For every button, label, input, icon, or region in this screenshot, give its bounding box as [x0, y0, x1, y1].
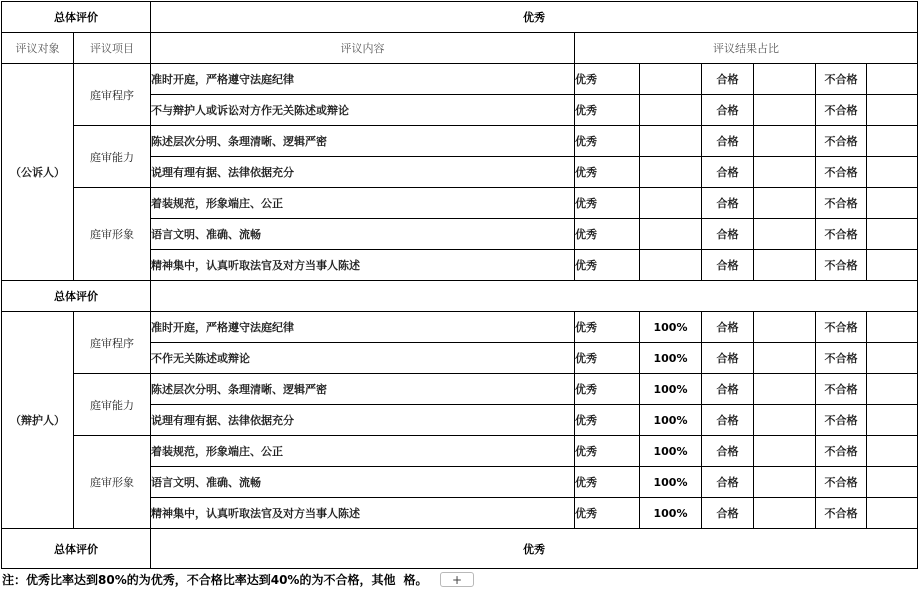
criterion: 说理有理有据、法律依据充分	[151, 157, 575, 188]
pass-ratio[interactable]	[754, 219, 816, 250]
footnote-suffix: 格。	[403, 573, 428, 587]
grade-pass: 合格	[702, 219, 754, 250]
pass-ratio[interactable]	[754, 498, 816, 529]
excellent-ratio[interactable]	[640, 188, 702, 219]
fail-ratio[interactable]	[867, 250, 918, 281]
fail-ratio[interactable]	[867, 436, 918, 467]
grade-fail: 不合格	[816, 374, 867, 405]
excellent-ratio[interactable]	[640, 95, 702, 126]
pass-ratio[interactable]	[754, 343, 816, 374]
category-procedure: 庭审程序	[74, 312, 151, 374]
grade-fail: 不合格	[816, 250, 867, 281]
grade-pass: 合格	[702, 467, 754, 498]
grade-pass: 合格	[702, 436, 754, 467]
grade-pass: 合格	[702, 95, 754, 126]
grade-fail: 不合格	[816, 312, 867, 343]
grade-fail: 不合格	[816, 126, 867, 157]
grade-fail: 不合格	[816, 95, 867, 126]
overall-label: 总体评价	[2, 281, 151, 312]
grade-pass: 合格	[702, 188, 754, 219]
excellent-ratio[interactable]: 100%	[640, 436, 702, 467]
pass-ratio[interactable]	[754, 436, 816, 467]
pass-ratio[interactable]	[754, 126, 816, 157]
fail-ratio[interactable]	[867, 498, 918, 529]
criterion: 精神集中，认真听取法官及对方当事人陈述	[151, 250, 575, 281]
pass-ratio[interactable]	[754, 250, 816, 281]
criterion: 准时开庭，严格遵守法庭纪律	[151, 312, 575, 343]
grade-excellent: 优秀	[575, 157, 640, 188]
grade-pass: 合格	[702, 343, 754, 374]
header-result: 评议结果占比	[575, 33, 918, 64]
criterion: 陈述层次分明、条理清晰、逻辑严密	[151, 126, 575, 157]
overall-value: 优秀	[151, 2, 918, 33]
criterion: 准时开庭，严格遵守法庭纪律	[151, 64, 575, 95]
excellent-ratio[interactable]: 100%	[640, 498, 702, 529]
pass-ratio[interactable]	[754, 157, 816, 188]
criterion: 着装规范，形象端庄、公正	[151, 436, 575, 467]
fail-ratio[interactable]	[867, 188, 918, 219]
grade-pass: 合格	[702, 405, 754, 436]
fail-ratio[interactable]	[867, 405, 918, 436]
grade-fail: 不合格	[816, 157, 867, 188]
category-ability: 庭审能力	[74, 374, 151, 436]
excellent-ratio[interactable]: 100%	[640, 467, 702, 498]
grade-excellent: 优秀	[575, 405, 640, 436]
grade-pass: 合格	[702, 374, 754, 405]
fail-ratio[interactable]	[867, 95, 918, 126]
excellent-ratio[interactable]	[640, 157, 702, 188]
fail-ratio[interactable]	[867, 374, 918, 405]
pass-ratio[interactable]	[754, 405, 816, 436]
criterion: 语言文明、准确、流畅	[151, 219, 575, 250]
header-item: 评议项目	[74, 33, 151, 64]
excellent-ratio[interactable]	[640, 126, 702, 157]
excellent-ratio[interactable]	[640, 250, 702, 281]
fail-ratio[interactable]	[867, 343, 918, 374]
category-ability: 庭审能力	[74, 126, 151, 188]
overall-value: 优秀	[151, 529, 918, 569]
add-button[interactable]	[440, 572, 474, 587]
subject-defender: （辩护人）	[2, 312, 74, 529]
category-image: 庭审形象	[74, 436, 151, 529]
excellent-ratio[interactable]	[640, 219, 702, 250]
pass-ratio[interactable]	[754, 312, 816, 343]
grade-excellent: 优秀	[575, 343, 640, 374]
grade-pass: 合格	[702, 498, 754, 529]
excellent-ratio[interactable]	[640, 64, 702, 95]
grade-excellent: 优秀	[575, 126, 640, 157]
evaluation-table	[1, 1, 918, 569]
subject-prosecutor: （公诉人）	[2, 64, 74, 281]
criterion: 着装规范，形象端庄、公正	[151, 188, 575, 219]
fail-ratio[interactable]	[867, 219, 918, 250]
criterion: 精神集中，认真听取法官及对方当事人陈述	[151, 498, 575, 529]
category-image: 庭审形象	[74, 188, 151, 281]
excellent-ratio[interactable]: 100%	[640, 405, 702, 436]
category-procedure: 庭审程序	[74, 64, 151, 126]
grade-fail: 不合格	[816, 64, 867, 95]
pass-ratio[interactable]	[754, 64, 816, 95]
grade-fail: 不合格	[816, 219, 867, 250]
excellent-ratio[interactable]: 100%	[640, 343, 702, 374]
grade-pass: 合格	[702, 312, 754, 343]
plus-icon: +	[451, 573, 463, 587]
grade-pass: 合格	[702, 64, 754, 95]
grade-pass: 合格	[702, 157, 754, 188]
overall-label: 总体评价	[2, 529, 151, 569]
criterion: 语言文明、准确、流畅	[151, 467, 575, 498]
pass-ratio[interactable]	[754, 467, 816, 498]
grade-fail: 不合格	[816, 498, 867, 529]
grade-fail: 不合格	[816, 467, 867, 498]
grade-excellent: 优秀	[575, 498, 640, 529]
header-content: 评议内容	[151, 33, 575, 64]
grade-excellent: 优秀	[575, 188, 640, 219]
criterion: 不作无关陈述或辩论	[151, 343, 575, 374]
excellent-ratio[interactable]: 100%	[640, 374, 702, 405]
pass-ratio[interactable]	[754, 188, 816, 219]
grade-fail: 不合格	[816, 436, 867, 467]
grade-fail: 不合格	[816, 188, 867, 219]
grade-excellent: 优秀	[575, 436, 640, 467]
header-object: 评议对象	[2, 33, 74, 64]
grade-pass: 合格	[702, 250, 754, 281]
grade-pass: 合格	[702, 126, 754, 157]
overall-value[interactable]	[151, 281, 918, 312]
grade-excellent: 优秀	[575, 219, 640, 250]
criterion: 说理有理有据、法律依据充分	[151, 405, 575, 436]
fail-ratio[interactable]	[867, 64, 918, 95]
overall-label: 总体评价	[2, 2, 151, 33]
grade-excellent: 优秀	[575, 250, 640, 281]
grade-fail: 不合格	[816, 343, 867, 374]
footnote	[2, 570, 427, 590]
fail-ratio[interactable]	[867, 157, 918, 188]
criterion: 陈述层次分明、条理清晰、逻辑严密	[151, 374, 575, 405]
grade-fail: 不合格	[816, 405, 867, 436]
fail-ratio[interactable]	[867, 312, 918, 343]
pass-ratio[interactable]	[754, 95, 816, 126]
grade-excellent: 优秀	[575, 312, 640, 343]
excellent-ratio[interactable]: 100%	[640, 312, 702, 343]
criterion: 不与辩护人或诉讼对方作无关陈述或辩论	[151, 95, 575, 126]
grade-excellent: 优秀	[575, 467, 640, 498]
grade-excellent: 优秀	[575, 64, 640, 95]
grade-excellent: 优秀	[575, 95, 640, 126]
fail-ratio[interactable]	[867, 126, 918, 157]
pass-ratio[interactable]	[754, 374, 816, 405]
footnote-prefix: 注：优秀比率达到80%的为优秀，不合格比率达到40%的为不合格，其他	[2, 573, 396, 587]
fail-ratio[interactable]	[867, 467, 918, 498]
grade-excellent: 优秀	[575, 374, 640, 405]
